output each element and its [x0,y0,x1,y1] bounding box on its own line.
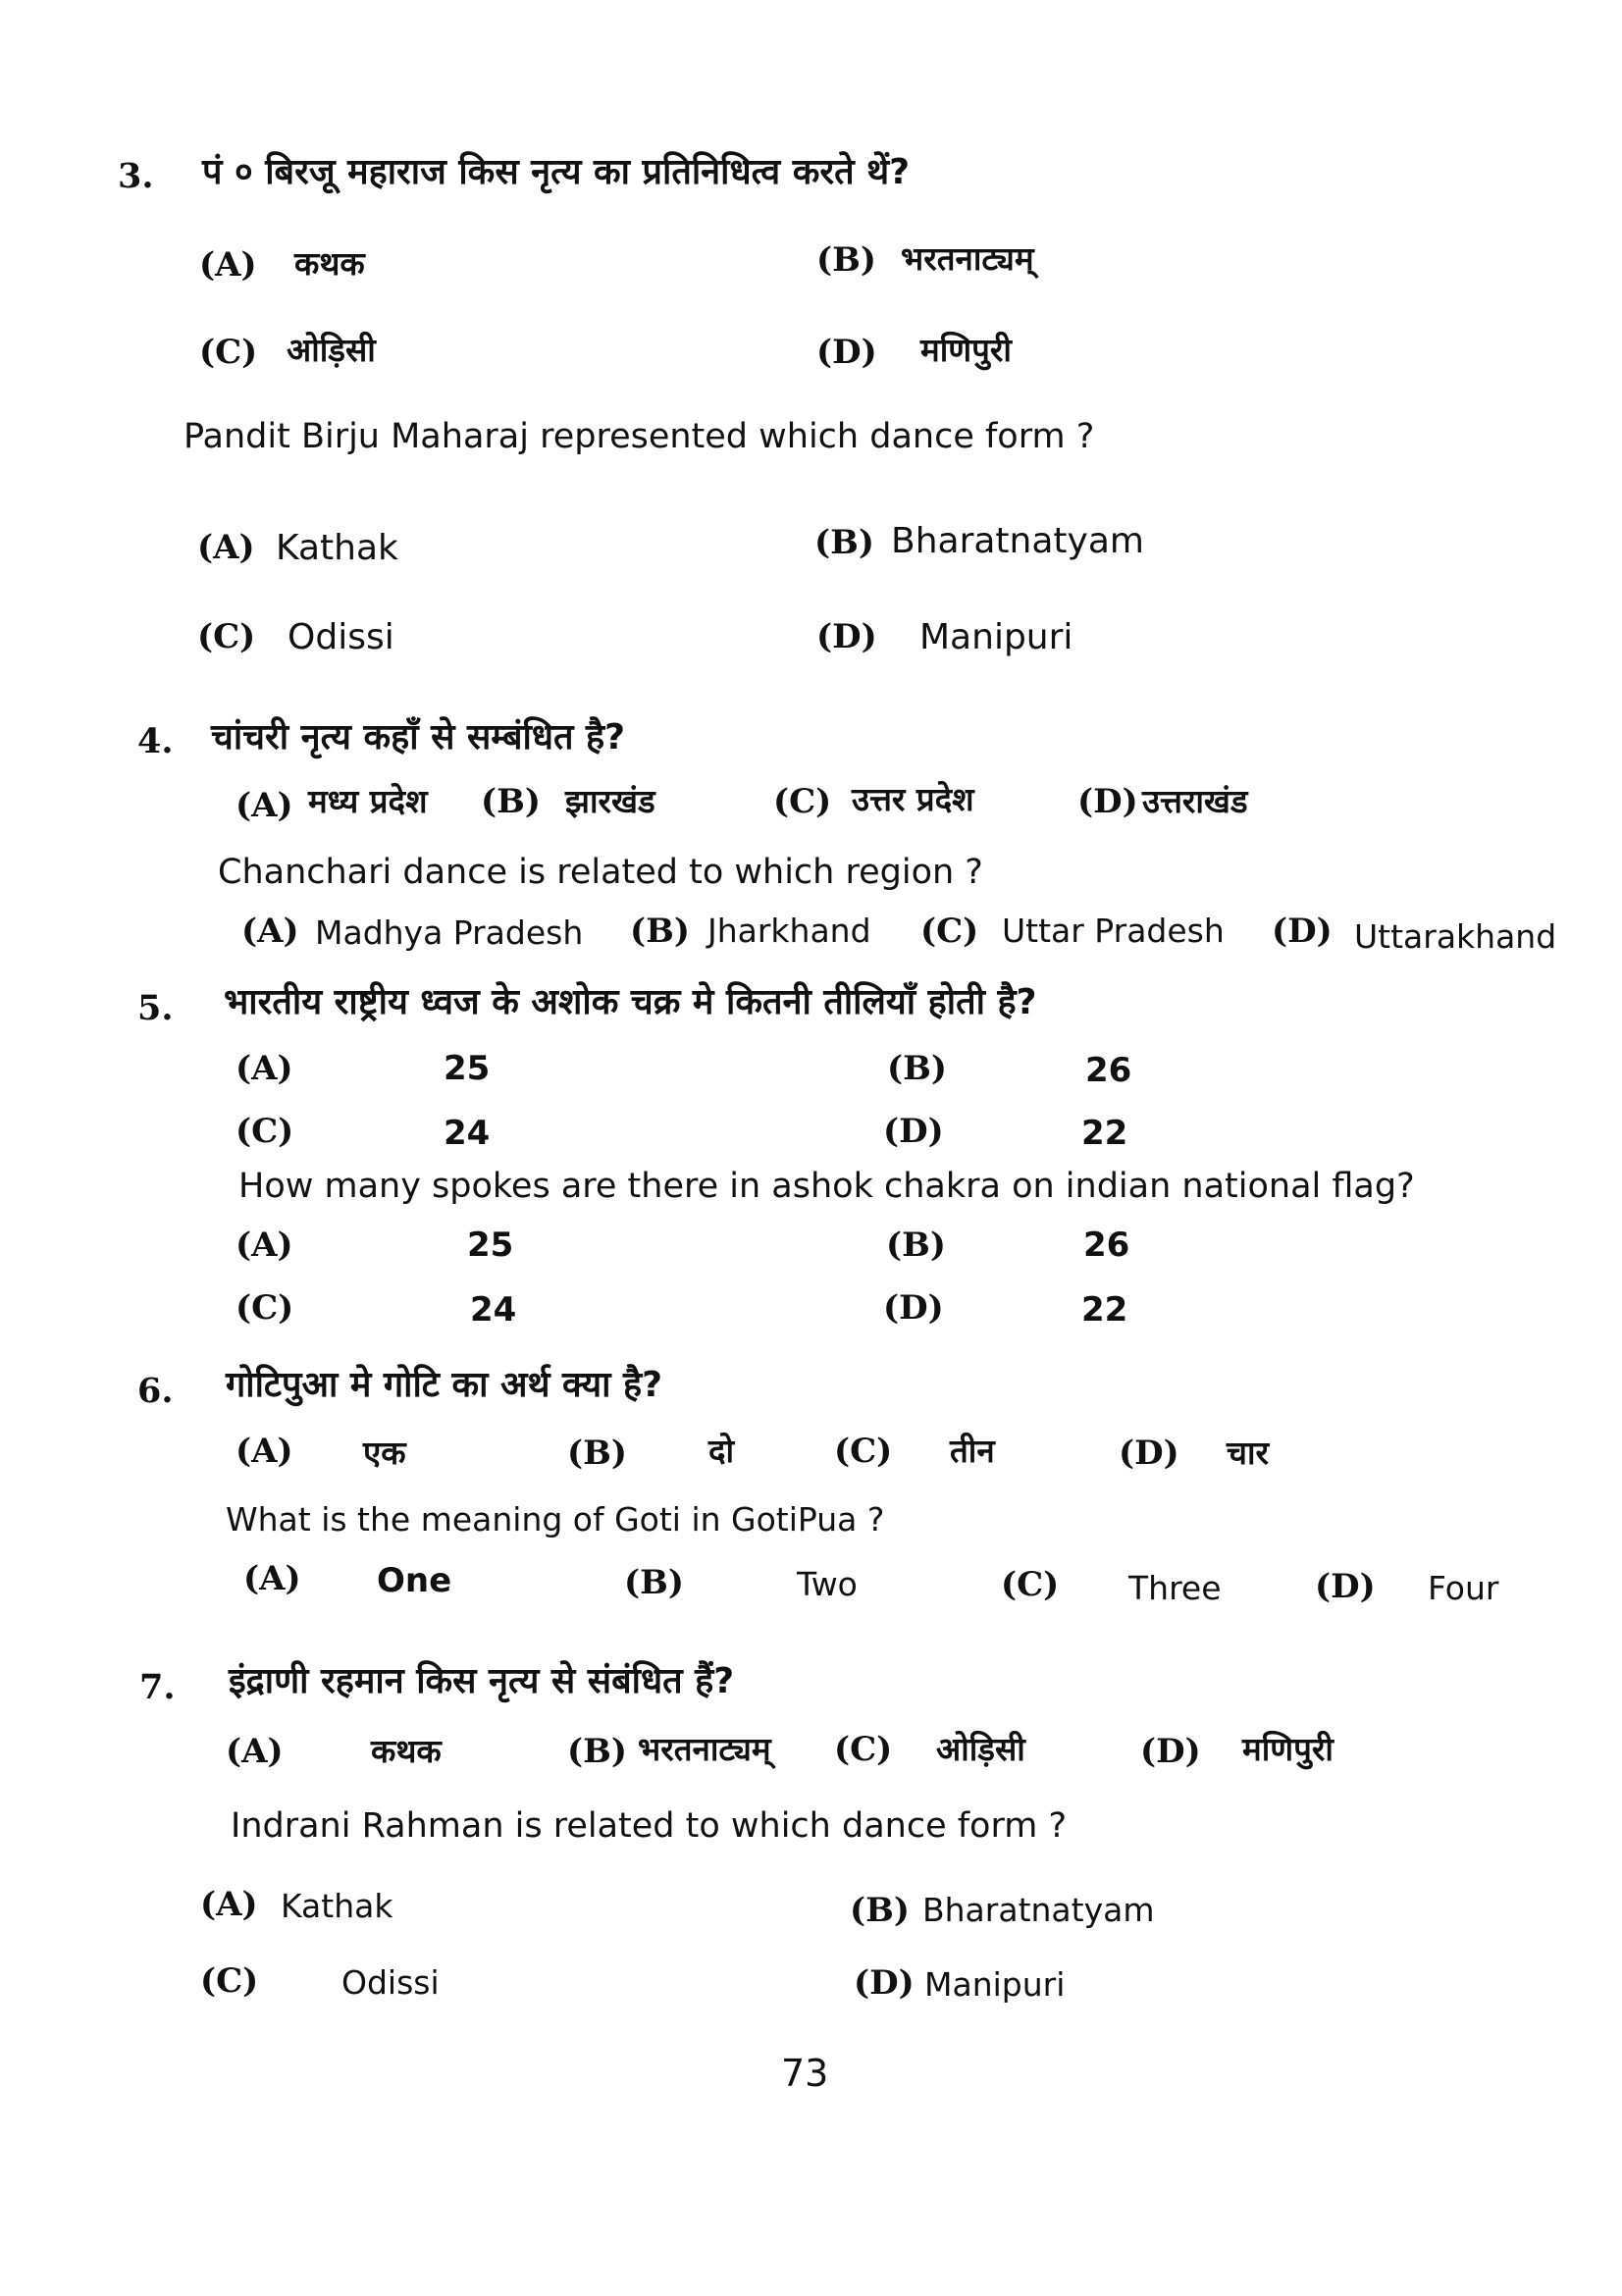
option-text-hindi: ओड़िसी [936,1730,1025,1768]
option-text-hindi: 25 [444,1049,491,1088]
option-label: (A) [200,1885,258,1924]
option-label: (B) [886,1226,946,1265]
option-text-hindi: कथक [294,244,365,283]
page-number: 73 [781,2052,829,2095]
option-label: (A) [197,528,255,567]
question-text-hindi: इंद्राणी रहमान किस नृत्य से संबंधित हैं? [229,1661,735,1701]
option-label: (D) [1140,1732,1201,1771]
option-label: (B) [481,782,541,821]
option-label: (B) [624,1563,684,1602]
option-text-english: Jharkhand [707,912,871,950]
option-text-hindi: 22 [1081,1114,1128,1153]
option-text-hindi: तीन [950,1432,995,1470]
option-label: (C) [1001,1565,1060,1604]
option-label: (B) [567,1434,627,1473]
option-text-english: 26 [1083,1226,1130,1265]
option-label: (B) [630,912,690,951]
option-label: (D) [1272,912,1333,951]
option-label: (A) [235,1049,293,1088]
option-text-hindi: 26 [1085,1051,1132,1090]
option-text-english: Uttar Pradesh [1002,912,1225,950]
option-text-english: Odissi [341,1963,440,2002]
option-label: (B) [567,1732,627,1771]
option-label: (A) [226,1732,284,1771]
option-label: (A) [235,1226,293,1265]
option-label: (A) [241,912,299,951]
option-text-hindi: उत्तर प्रदेश [852,780,974,818]
question-number: 3. [118,156,154,196]
option-label: (C) [200,1961,259,2001]
option-text-hindi: भरतनाट्यम् [901,239,1034,278]
option-label: (C) [834,1432,893,1471]
question-text-hindi: गोटिपुआ मे गोटि का अर्थ क्या है? [226,1365,663,1405]
option-text-hindi: कथक [371,1732,442,1770]
option-text-english: Kathak [281,1887,393,1925]
question-number: 5. [137,988,174,1028]
option-text-hindi: 24 [444,1114,491,1153]
option-label: (C) [235,1112,294,1151]
question-text-hindi: चांचरी नृत्य कहाँ से सम्बंधित है? [211,717,626,757]
option-label: (B) [887,1049,947,1088]
question-number: 7. [139,1667,176,1707]
question-number: 4. [137,721,174,761]
option-text-hindi: मध्य प्रदेश [308,782,428,820]
option-text-english: One [377,1561,452,1600]
question-text-english: Chanchari dance is related to which region ? [218,853,983,892]
option-label: (C) [834,1730,893,1769]
option-text-hindi: ओड़िसी [287,331,376,369]
option-text-english: 22 [1081,1290,1128,1330]
option-label: (B) [816,240,876,280]
option-text-english: Four [1428,1569,1499,1607]
option-label: (B) [814,523,874,562]
question-text-english: What is the meaning of Goti in GotiPua ? [226,1500,885,1539]
option-text-english: Manipuri [924,1965,1066,2004]
option-label: (D) [883,1288,944,1328]
option-text-hindi: मणिपुरी [920,331,1012,369]
question-text-english: Indrani Rahman is related to which dance form ? [231,1806,1068,1846]
question-text-hindi: पं ० बिरजू महाराज किस नृत्य का प्रतिनिधित्व करते थें? [202,152,911,192]
option-text-hindi: एक [363,1434,406,1472]
question-text-english: Pandit Birju Maharaj represented which dance form ? [183,417,1095,456]
option-label: (D) [1315,1567,1376,1606]
option-text-hindi: मणिपुरी [1242,1730,1334,1768]
option-text-hindi: भरतनाट्यम् [638,1730,771,1768]
option-label: (C) [197,617,256,656]
option-text-english: Manipuri [919,617,1073,657]
option-text-english: 24 [470,1290,517,1330]
option-label: (C) [199,333,258,372]
option-text-english: Odissi [288,617,394,657]
option-label: (A) [235,786,293,825]
option-text-english: Three [1128,1569,1222,1607]
option-text-english: Bharatnatyam [922,1891,1155,1929]
option-text-hindi: झारखंड [565,782,655,820]
option-label: (D) [816,617,877,656]
option-text-hindi: उत्तराखंड [1142,782,1248,820]
question-text-hindi: भारतीय राष्ट्रीय ध्वज के अशोक चक्र मे कितनी तीलियाँ होती है? [224,982,1037,1022]
option-text-english: 25 [467,1226,514,1265]
option-label: (B) [850,1891,910,1930]
option-text-english: Kathak [276,528,398,568]
option-label: (C) [920,912,979,951]
option-label: (A) [243,1559,301,1598]
option-text-english: Uttarakhand [1354,917,1557,956]
option-label: (D) [1119,1434,1179,1473]
option-text-english: Madhya Pradesh [315,913,584,952]
option-text-hindi: चार [1227,1434,1269,1472]
option-label: (C) [773,782,832,821]
option-label: (D) [1077,782,1138,821]
option-label: (C) [235,1288,294,1328]
option-label: (D) [816,333,877,372]
option-text-hindi: दो [708,1432,735,1470]
option-label: (D) [854,1963,915,2003]
option-text-english: Two [797,1565,858,1603]
option-label: (D) [883,1112,944,1151]
option-text-english: Bharatnatyam [891,521,1144,561]
question-number: 6. [137,1371,174,1411]
question-text-english: How many spokes are there in ashok chakra on indian national flag? [238,1167,1415,1206]
option-label: (A) [199,245,257,285]
option-label: (A) [235,1432,293,1471]
